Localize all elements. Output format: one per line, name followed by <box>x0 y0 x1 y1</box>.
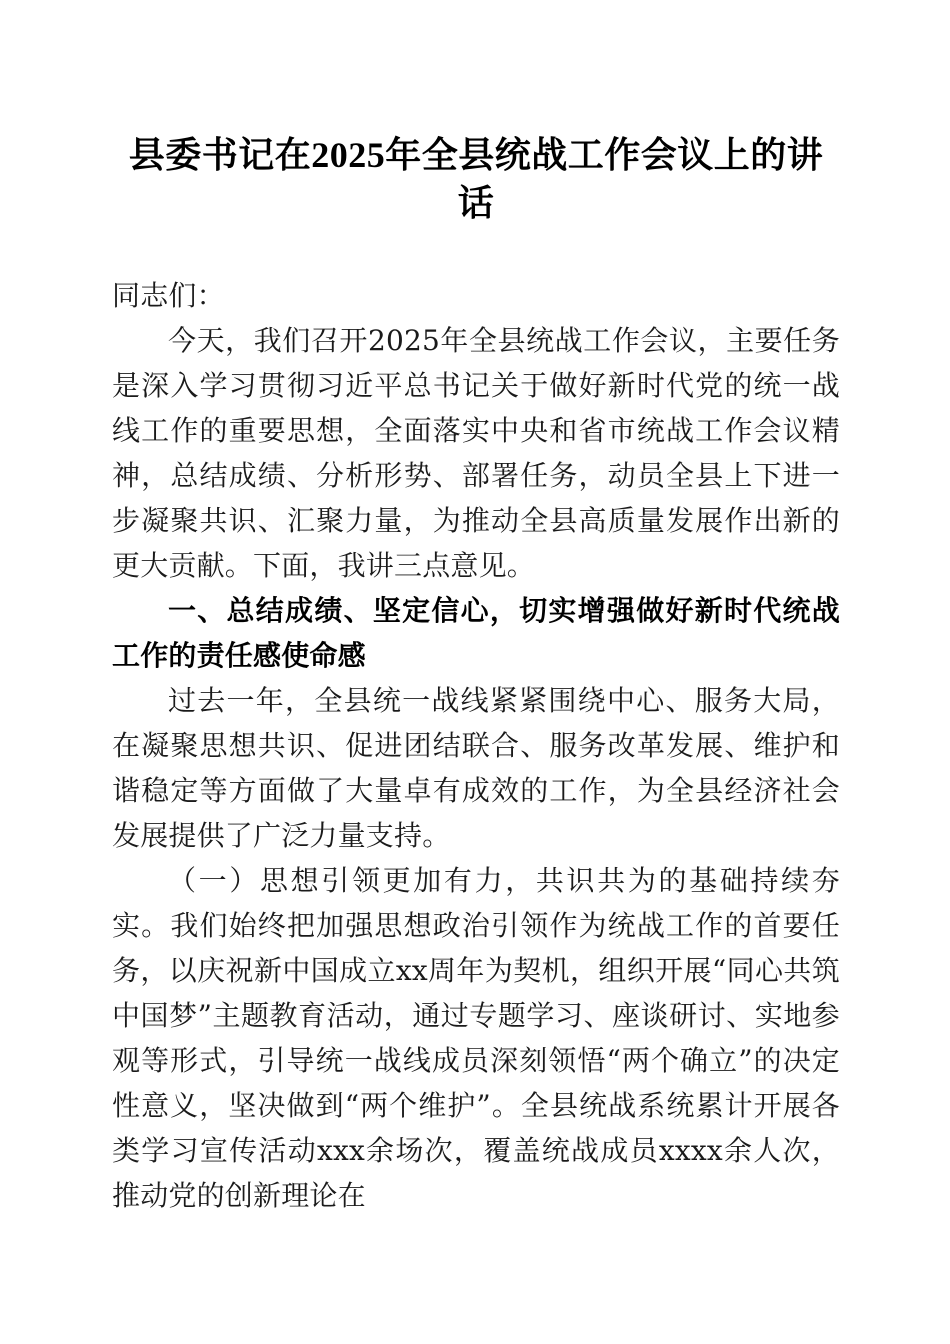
section-heading-1: 一、总结成绩、坚定信心，切实增强做好新时代统战工作的责任感使命感 <box>112 595 840 671</box>
document-content-column <box>112 0 840 1218</box>
page-title <box>112 0 840 227</box>
title-body-spacer <box>112 227 840 273</box>
salutation-paragraph: 同志们： <box>112 279 225 312</box>
page-title-line-2: 话 <box>457 183 495 223</box>
opening-paragraph: 今天，我们召开2025年全县统战工作会议，主要任务是深入学习贯彻习近平总书记关于做好新时代党的统一战线工作的重要思想，全面落实中央和省市统战工作会议精神，总结成绩、分析形势、部署任务，动员全县上下进一步凝聚共识、汇聚力量，为推动全县高质量发展作出新的更大贡献。下面，我讲三点意见。 <box>112 324 840 582</box>
section-1-intro-paragraph: 过去一年，全县统一战线紧紧围绕中心、服务大局，在凝聚思想共识、促进团结联合、服务改革发展、维护和谐稳定等方面做了大量卓有成效的工作，为全县经济社会发展提供了广泛力量支持。 <box>112 684 840 852</box>
page-title-line-1: 县委书记在2025年全县统战工作会议上的讲 <box>128 135 824 175</box>
subsection-1-1-paragraph: （一）思想引领更加有力，共识共为的基础持续夯实。我们始终把加强思想政治引领作为统战工作的首要任务，以庆祝新中国成立xx周年为契机，组织开展“同心共筑中国梦”主题教育活动，通过专题学习、座谈研讨、实地参观等形式，引导统一战线成员深刻领悟“两个确立”的决定性意义，坚决做到“两个维护”。全县统战系统累计开展各类学习宣传活动xxx余场次，覆盖统战成员xxxx余人次，推动党的创新理论在 <box>112 864 840 1212</box>
